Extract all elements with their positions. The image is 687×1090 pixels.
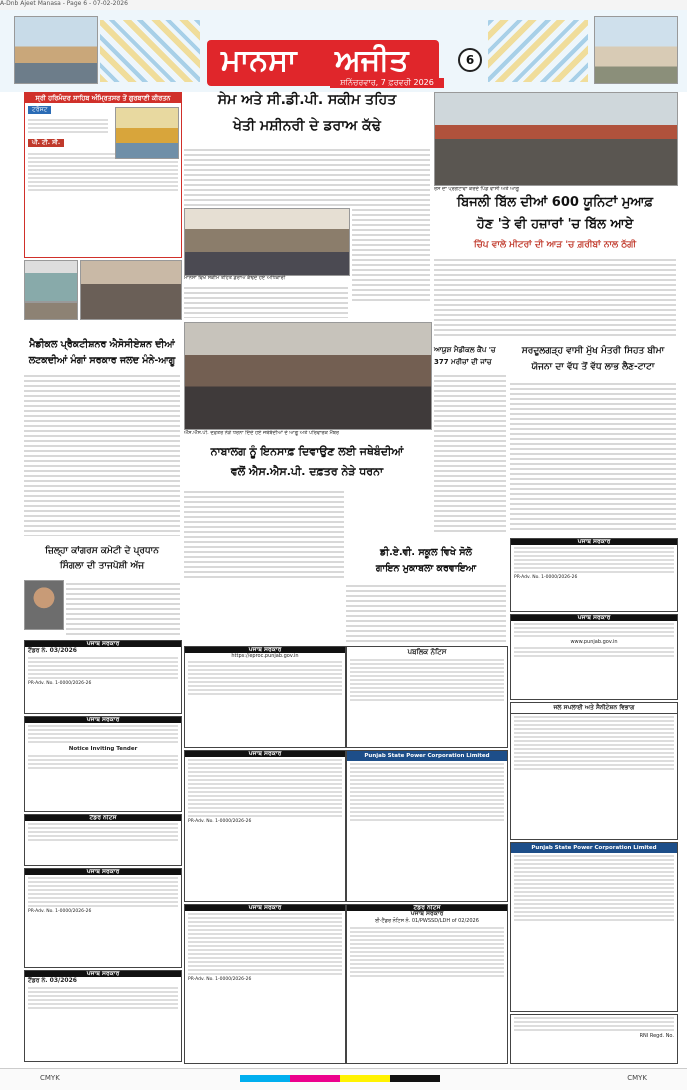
- right-ad-3: [510, 702, 678, 840]
- story1-body: [184, 146, 430, 206]
- right-ad-4-pspcl: Punjab State Power Corporation Limited: [511, 843, 677, 853]
- center-ad-1-title: ਪੰਜਾਬ ਸਰਕਾਰ: [185, 647, 345, 653]
- left-ad-4-ref: PR-Adv. No. 1-0000/2026-26: [28, 909, 92, 914]
- dharna-caption: ਐੱਸ.ਐੱਸ.ਪੀ. ਦਫ਼ਤਰ ਨੇੜੇ ਧਰਨਾ ਦਿੰਦੇ ਹੋਏ ਜਥੇਬੰਦੀਆਂ ਦੇ ਆਗੂ ਅਤੇ ਪਰਿਵਾਰਕ ਮੈਂਬਰ: [184, 430, 339, 436]
- promo-sub: ਪੀ. ਟੀ. ਸੀ.: [28, 139, 64, 147]
- right-ad-2: [510, 614, 678, 700]
- story1-body-3: [184, 284, 348, 318]
- promo-label: ਟਰੱਸਟ: [28, 106, 51, 114]
- left-ad-2-nit: Notice Inviting Tender: [68, 746, 138, 752]
- left-ad-2: [24, 716, 182, 812]
- story7-headline-2: ਸਿੰਗਲਾ ਦੀ ਤਾਜਪੋਸ਼ੀ ਅੱਜ: [59, 561, 145, 571]
- center-ad-2-title: ਪਬਲਿਕ ਨੋਟਿਸ: [407, 648, 447, 656]
- left-photo-3: [24, 302, 78, 320]
- story5-body: [510, 380, 676, 532]
- story1-headline-2: ਖੇਤੀ ਮਸ਼ੀਨਰੀ ਦੇ ਡਰਾਅ ਕੱਢੇ: [233, 118, 381, 134]
- right-ad-4: [510, 842, 678, 1012]
- center-ad-5-ref: PR-Adv. No. 1-0000/2026-26: [188, 977, 252, 982]
- story2-headline-1: ਬਿਜਲੀ ਬਿੱਲ ਦੀਆਂ 600 ਯੂਨਿਟਾਂ ਮੁਆਫ਼: [456, 195, 654, 210]
- right-ad-2-title: ਪੰਜਾਬ ਸਰਕਾਰ: [511, 615, 677, 621]
- center-ad-4-pspcl: Punjab State Power Corporation Limited: [347, 751, 507, 761]
- left-ad-4-title: ਪੰਜਾਬ ਸਰਕਾਰ: [25, 869, 181, 875]
- dateline: ਸ਼ਨਿੱਚਰਵਾਰ, 7 ਫ਼ਰਵਰੀ 2026: [330, 78, 444, 88]
- story6-headline-2: ਵਲੋਂ ਐਸ.ਐਸ.ਪੀ. ਦਫ਼ਤਰ ਨੇੜੇ ਧਰਨਾ: [230, 465, 384, 478]
- center-ad-6: [346, 904, 508, 1064]
- right-ad-1-ref: PR-Adv. No. 1-0000/2026-26: [514, 575, 578, 580]
- center-ad-1-etender: https://eproc.punjab.gov.in: [231, 653, 299, 659]
- footer-right: CMYK: [627, 1074, 647, 1082]
- masthead-photo-left: [14, 16, 98, 84]
- center-ad-5: [184, 904, 346, 1064]
- dharna-photo: [184, 322, 432, 430]
- story4-headline-1: ਆਯੁਸ਼ ਮੈਡੀਕਲ ਕੈਂਪ 'ਚ: [434, 346, 496, 354]
- story1-photo: [184, 208, 350, 276]
- center-ad-6-ref: ਈ-ਟੈਂਡਰ ਨੋਟਿਸ ਨੰ. 01/PWSSD/LDH of 02/2026: [375, 918, 479, 924]
- masthead-pattern-right: [488, 20, 588, 82]
- story8-headline-1: ਡੀ.ਏ.ਵੀ. ਸਕੂਲ ਵਿਖੇ ਸੋਲੋ: [380, 547, 472, 558]
- banner-left-text: ਮਾਨਸਾ: [221, 43, 297, 78]
- story3-headline-1: ਮੈਡੀਕਲ ਪ੍ਰੈਕਟੀਸ਼ਨਰ ਐਸੋਸੀਏਸ਼ਨ ਦੀਆਂ: [29, 339, 175, 350]
- story5-headline-1: ਸਰਦੂਲਗੜ੍ਹ ਵਾਸੀ ਮੁੱਖ ਮੰਤਰੀ ਸਿਹਤ ਬੀਮਾ: [521, 346, 665, 356]
- right-ad-5: [510, 1014, 678, 1064]
- story3-body: [24, 372, 180, 536]
- print-strip-text: A-Dnb Ajeet Manasa - Page 6 - 07-02-2026: [0, 0, 128, 7]
- left-ad-1-title: ਪੰਜਾਬ ਸਰਕਾਰ: [25, 641, 181, 647]
- banner-right-text: ਅਜੀਤ: [335, 43, 409, 78]
- center-ad-3: [184, 750, 346, 902]
- story6-body: [184, 488, 344, 580]
- color-bar: [240, 1075, 440, 1082]
- story5-headline-2: ਯੋਜਨਾ ਦਾ ਵੱਧ ਤੋਂ ਵੱਧ ਲਾਭ ਲੈਣ-ਟਾਟਾ: [531, 362, 655, 372]
- story2-body: [434, 256, 676, 336]
- congress-president-photo: [24, 580, 64, 630]
- story2-headline-2: ਹੋਣ 'ਤੇ ਵੀ ਹਜ਼ਾਰਾਂ 'ਚ ਬਿੱਲ ਆਏ: [476, 217, 634, 232]
- right-ad-1: [510, 538, 678, 612]
- masthead-pattern-left: [100, 20, 200, 82]
- story6-headline-1: ਨਾਬਾਲਗ ਨੂੰ ਇਨਸਾਫ਼ ਦਿਵਾਉਣ ਲਈ ਜਥੇਬੰਦੀਆਂ: [210, 445, 404, 458]
- left-ad-1: [24, 640, 182, 714]
- center-ad-1: [184, 646, 346, 748]
- center-ad-5-title: ਪੰਜਾਬ ਸਰਕਾਰ: [185, 905, 345, 911]
- left-ad-3-title: ਟੈਂਡਰ ਨੋਟਿਸ: [25, 815, 181, 821]
- center-ad-2: [346, 646, 508, 748]
- protest-photo: [434, 92, 678, 186]
- left-ad-1-tender: ਟੈਂਡਰ ਨੰ. 03/2026: [28, 647, 77, 654]
- masthead-photo-right: [594, 16, 678, 84]
- protest-caption: ਰੋਸ ਦਾ ਪ੍ਰਗਟਾਵਾ ਕਰਦੇ ਪਿੰਡ ਵਾਸੀ ਅਤੇ ਆਗੂ: [434, 186, 520, 192]
- left-ad-5: [24, 970, 182, 1062]
- page-number: 6: [458, 48, 482, 72]
- left-ad-5-title: ਪੰਜਾਬ ਸਰਕਾਰ: [25, 971, 181, 977]
- story1-caption: ਮਾਨਸਾ ਵਿਖੇ ਸਕੀਮ ਤਹਿਤ ਡਰਾਅ ਕੱਢਦੇ ਹੋਏ ਅਧਿਕਾਰੀ: [184, 275, 286, 281]
- center-ad-6-subtitle: ਪੰਜਾਬ ਸਰਕਾਰ: [410, 910, 444, 917]
- left-photo-1: [24, 260, 78, 302]
- story4-headline-2: 377 ਮਰੀਜ਼ਾਂ ਦੀ ਜਾਂਚ: [434, 358, 492, 366]
- right-ad-3-dept: ਜਲ ਸਪਲਾਈ ਅਤੇ ਸੈਨੀਟੇਸ਼ਨ ਵਿਭਾਗ: [511, 703, 677, 714]
- right-ad-1-title: ਪੰਜਾਬ ਸਰਕਾਰ: [511, 539, 677, 545]
- left-photo-2: [80, 260, 182, 320]
- story8-headline-2: ਗਾਇਨ ਮੁਕਾਬਲਾ ਕਰਵਾਇਆ: [375, 563, 477, 574]
- footer-left: CMYK: [40, 1074, 60, 1082]
- story8-body: [346, 582, 506, 642]
- left-ad-4: [24, 868, 182, 968]
- center-ad-6-title: ਟੈਂਡਰ ਨੋਟਿਸ: [347, 905, 507, 911]
- footer-strip: [0, 1068, 687, 1090]
- story7-body: [66, 580, 180, 638]
- left-ad-5-tender: ਟੈਂਡਰ ਨੰ. 03/2026: [28, 977, 77, 984]
- story1-headline-1: ਸੇਮ ਅਤੇ ਸੀ.ਡੀ.ਪੀ. ਸਕੀਮ ਤਹਿਤ: [217, 92, 397, 108]
- center-ad-4: [346, 750, 508, 902]
- story2-subhead: ਚਿੱਪ ਵਾਲੇ ਮੀਟਰਾਂ ਦੀ ਆੜ 'ਚ ਗ਼ਰੀਬਾਂ ਨਾਲ ਠੱਗੀ: [473, 240, 637, 250]
- story7-headline-1: ਜ਼ਿਲ੍ਹਾ ਕਾਂਗਰਸ ਕਮੇਟੀ ਦੇ ਪ੍ਰਧਾਨ: [45, 546, 159, 556]
- promo-headline: ਸ੍ਰੀ ਹਰਿਮੰਦਰ ਸਾਹਿਬ ਅੰਮ੍ਰਿਤਸਰ ਤੋਂ ਗੁਰਬਾਣੀ ਕੀਰਤਨ: [25, 93, 181, 103]
- right-ad-5-rni: RNI Regd. No.: [639, 1033, 674, 1039]
- left-ad-3: [24, 814, 182, 866]
- story1-body-2: [352, 206, 430, 302]
- center-ad-3-title: ਪੰਜਾਬ ਸਰਕਾਰ: [185, 751, 345, 757]
- center-ad-3-ref: PR-Adv. No. 1-0000/2026-26: [188, 819, 252, 824]
- story4-body: [434, 372, 506, 532]
- golden-temple-photo: [115, 107, 179, 159]
- gurbani-promo: [24, 92, 182, 258]
- left-ad-1-ref: PR-Adv. No. 1-0000/2026-26: [28, 681, 92, 686]
- right-ad-2-website: www.punjab.gov.in: [570, 639, 618, 645]
- story3-headline-2: ਲਟਕਦੀਆਂ ਮੰਗਾਂ ਸਰਕਾਰ ਜਲਦ ਮੰਨੇ-ਆਗੂ: [28, 355, 176, 366]
- left-ad-2-title: ਪੰਜਾਬ ਸਰਕਾਰ: [25, 717, 181, 723]
